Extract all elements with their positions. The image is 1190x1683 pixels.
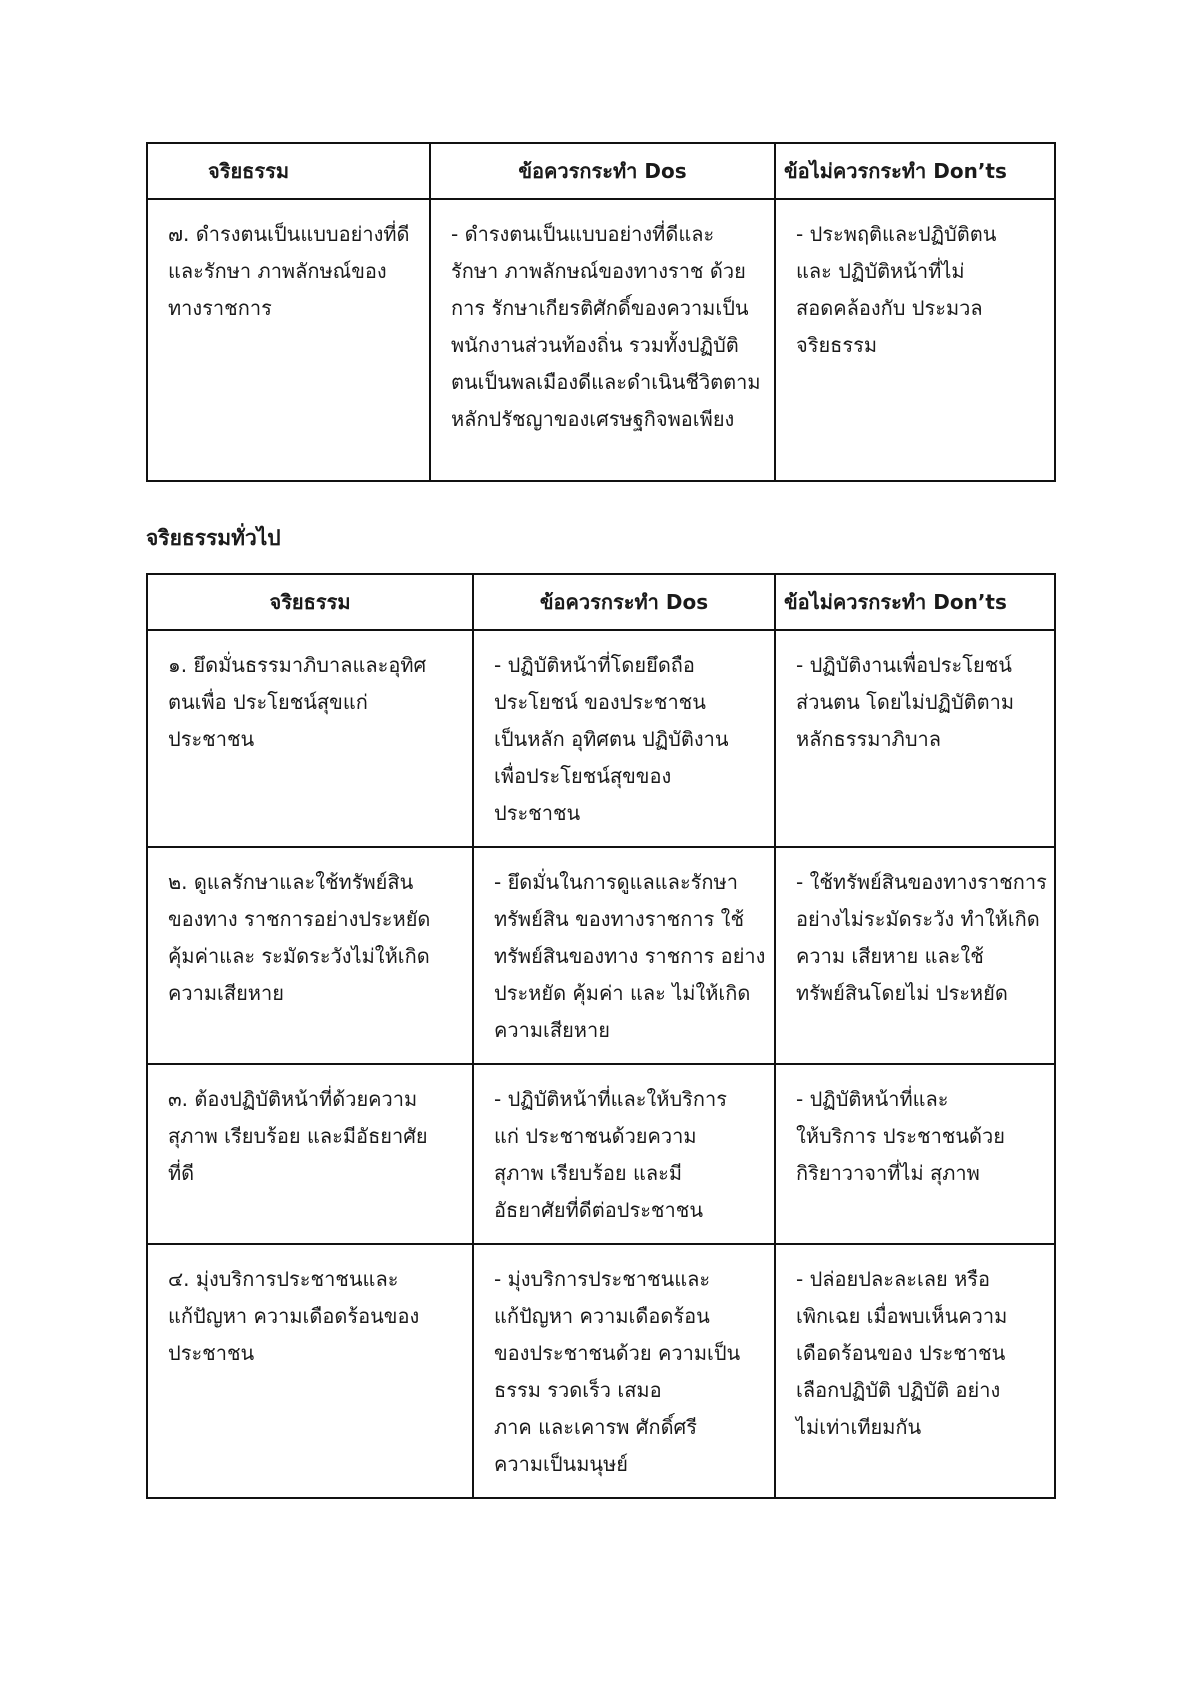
cell-dos bbox=[473, 1244, 775, 1498]
cell-text-line: แก้ปัญหา ความเดือดร้อนของ bbox=[168, 1304, 420, 1328]
cell-text-line: ให้บริการ ประชาชนด้วย bbox=[796, 1124, 1005, 1148]
cell-dos bbox=[473, 1064, 775, 1244]
cell-text-line: ไม่เท่าเทียมกัน bbox=[796, 1415, 922, 1439]
cell-text-line: เพื่อประโยชน์สุขของ bbox=[494, 764, 672, 788]
cell-text-line: หลักธรรมาภิบาล bbox=[796, 727, 942, 751]
cell-text-line: ของทาง ราชการอย่างประหยัด bbox=[168, 907, 431, 931]
cell-ethics bbox=[147, 1064, 473, 1244]
cell-text-line: ๓. ต้องปฏิบัติหน้าที่ด้วยความ bbox=[168, 1087, 418, 1111]
cell-text-line: ของประชาชนด้วย ความเป็น bbox=[494, 1341, 741, 1365]
cell-text-line: สุภาพ เรียบร้อย และมีอัธยาศัย bbox=[168, 1124, 428, 1148]
cell-text-line: - ยึดมั่นในการดูแลและรักษา bbox=[494, 870, 738, 894]
cell-text-line: เป็นหลัก อุทิศตน ปฏิบัติงาน bbox=[494, 727, 729, 751]
cell-donts bbox=[775, 847, 1055, 1064]
cell-text-line: ทางราชการ bbox=[168, 296, 272, 320]
cell-text-line: และรักษา ภาพลักษณ์ของ bbox=[168, 259, 387, 283]
cell-text-line: ที่ดี bbox=[168, 1161, 195, 1185]
cell-text-line: กิริยาวาจาที่ไม่ สุภาพ bbox=[796, 1161, 980, 1185]
cell-text-line: เดือดร้อนของ ประชาชน bbox=[796, 1341, 1006, 1365]
table-body bbox=[147, 630, 1055, 1498]
table-row bbox=[147, 1244, 1055, 1498]
cell-text-line: ทรัพย์สินของทาง ราชการ อย่าง bbox=[494, 944, 766, 968]
header-donts: ข้อไม่ควรกระทำ Don’ts bbox=[775, 574, 1055, 630]
cell-ethics bbox=[147, 1244, 473, 1498]
cell-text-line: ทรัพย์สิน ของทางราชการ ใช้ bbox=[494, 907, 745, 931]
cell-text-line: ความเสียหาย bbox=[494, 1018, 610, 1042]
cell-text-line: ๑. ยึดมั่นธรรมาภิบาลและอุทิศ bbox=[168, 653, 427, 677]
cell-text-line: พนักงานส่วนท้องถิ่น รวมทั้งปฏิบัติ bbox=[451, 333, 739, 357]
header-dos: ข้อควรกระทำ Dos bbox=[473, 574, 775, 630]
ethics-table-continued bbox=[146, 142, 1056, 482]
cell-text-line: ประหยัด คุ้มค่า และ ไม่ให้เกิด bbox=[494, 981, 751, 1005]
cell-ethics bbox=[147, 847, 473, 1064]
cell-text-line: ประชาชน bbox=[494, 801, 581, 825]
header-donts: ข้อไม่ควรกระทำ Don’ts bbox=[775, 143, 1055, 199]
cell-text-line: อัธยาศัยที่ดีต่อประชาชน bbox=[494, 1198, 703, 1222]
cell-text-line: แก่ ประชาชนด้วยความ bbox=[494, 1124, 697, 1148]
cell-text-line: ความเป็นมนุษย์ bbox=[494, 1452, 628, 1476]
cell-text-line: ทรัพย์สินโดยไม่ ประหยัด bbox=[796, 981, 1008, 1005]
cell-text-line: อย่างไม่ระมัดระวัง ทำให้เกิด bbox=[796, 907, 1040, 931]
cell-text-line: - ปฏิบัติหน้าที่โดยยึดถือ bbox=[494, 653, 695, 677]
general-ethics-table bbox=[146, 573, 1056, 1499]
cell-text-line: รักษา ภาพลักษณ์ของทางราช ด้วย bbox=[451, 259, 746, 283]
cell-text-line: ภาค และเคารพ ศักดิ์ศรี bbox=[494, 1415, 697, 1439]
cell-text-line: ตนเพื่อ ประโยชน์สุขแก่ bbox=[168, 690, 368, 714]
header-ethics: จริยธรรม bbox=[147, 143, 430, 199]
cell-text-line: ประชาชน bbox=[168, 727, 255, 751]
cell-text-line: แก้ปัญหา ความเดือดร้อน bbox=[494, 1304, 710, 1328]
cell-text-line: ๒. ดูแลรักษาและใช้ทรัพย์สิน bbox=[168, 870, 414, 894]
cell-text-line: - มุ่งบริการประชาชนและ bbox=[494, 1267, 711, 1291]
cell-text-line: จริยธรรม bbox=[796, 333, 878, 357]
cell-text-line: ประชาชน bbox=[168, 1341, 255, 1365]
cell-text-line: ความ เสียหาย และใช้ bbox=[796, 944, 984, 968]
cell-dos bbox=[473, 847, 775, 1064]
cell-text-line: ๔. มุ่งบริการประชาชนและ bbox=[168, 1267, 399, 1291]
cell-text-line: - ใช้ทรัพย์สินของทางราชการ bbox=[796, 870, 1047, 894]
cell-text-line: - ปฏิบัติหน้าที่และให้บริการ bbox=[494, 1087, 728, 1111]
cell-donts bbox=[775, 199, 1055, 481]
cell-text-line: - ประพฤติและปฏิบัติตน bbox=[796, 222, 997, 246]
cell-text-line: การ รักษาเกียรติศักดิ์ของความเป็น bbox=[451, 296, 749, 320]
table-row bbox=[147, 199, 1055, 481]
section-title-general-ethics: จริยธรรมทั่วไป bbox=[146, 526, 281, 550]
table-header-row bbox=[147, 143, 1055, 199]
cell-text-line: เลือกปฏิบัติ ปฏิบัติ อย่าง bbox=[796, 1378, 1001, 1402]
cell-text-line: ๗. ดำรงตนเป็นแบบอย่างที่ดี bbox=[168, 222, 410, 246]
table-body bbox=[147, 199, 1055, 481]
cell-donts bbox=[775, 630, 1055, 847]
table-row bbox=[147, 630, 1055, 847]
cell-donts bbox=[775, 1244, 1055, 1498]
header-dos: ข้อควรกระทำ Dos bbox=[430, 143, 775, 199]
cell-ethics bbox=[147, 199, 430, 481]
table-row bbox=[147, 1064, 1055, 1244]
cell-text-line: - ปฏิบัติงานเพื่อประโยชน์ bbox=[796, 653, 1012, 677]
cell-text-line: และ ปฏิบัติหน้าที่ไม่ bbox=[796, 259, 965, 283]
cell-text-line: เพิกเฉย เมื่อพบเห็นความ bbox=[796, 1304, 1008, 1328]
cell-text-line: ความเสียหาย bbox=[168, 981, 284, 1005]
table-header-row bbox=[147, 574, 1055, 630]
cell-dos bbox=[473, 630, 775, 847]
cell-text-line: - ปฏิบัติหน้าที่และ bbox=[796, 1087, 949, 1111]
table-row bbox=[147, 847, 1055, 1064]
cell-text-line: ส่วนตน โดยไม่ปฏิบัติตาม bbox=[796, 690, 1015, 714]
cell-dos bbox=[430, 199, 775, 481]
cell-text-line: สุภาพ เรียบร้อย และมี bbox=[494, 1161, 683, 1185]
cell-text-line: - ปล่อยปละละเลย หรือ bbox=[796, 1267, 991, 1291]
cell-text-line: หลักปรัชญาของเศรษฐกิจพอเพียง bbox=[451, 407, 735, 431]
cell-text-line: ธรรม รวดเร็ว เสมอ bbox=[494, 1378, 662, 1402]
cell-text-line: คุ้มค่าและ ระมัดระวังไม่ให้เกิด bbox=[168, 944, 430, 968]
cell-text-line: ประโยชน์ ของประชาชน bbox=[494, 690, 706, 714]
header-ethics: จริยธรรม bbox=[147, 574, 473, 630]
cell-text-line: - ดำรงตนเป็นแบบอย่างที่ดีและ bbox=[451, 222, 715, 246]
cell-donts bbox=[775, 1064, 1055, 1244]
cell-ethics bbox=[147, 630, 473, 847]
cell-text-line: สอดคล้องกับ ประมวล bbox=[796, 296, 983, 320]
cell-text-line: ตนเป็นพลเมืองดีและดำเนินชีวิตตาม bbox=[451, 370, 761, 394]
